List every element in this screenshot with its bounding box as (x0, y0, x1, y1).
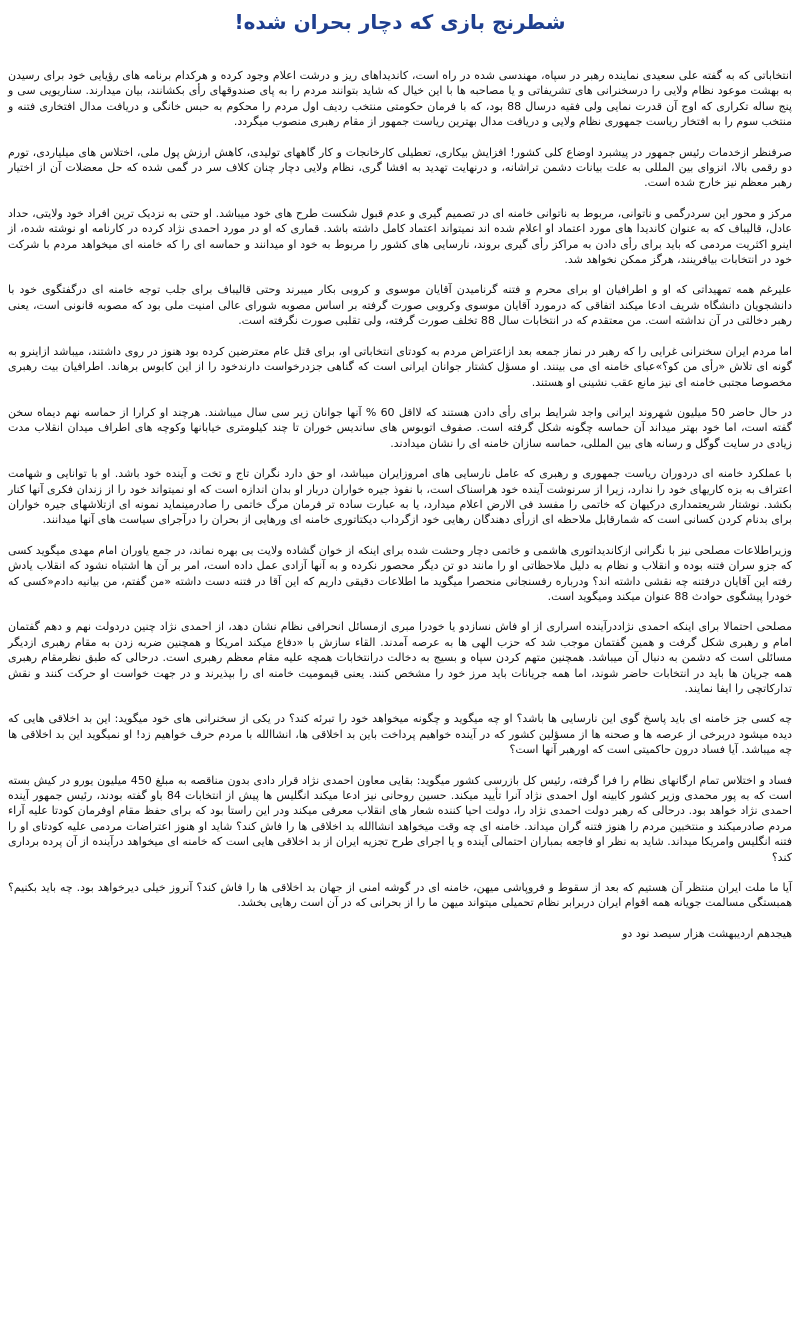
paragraph-8: وزیراطلاعات مصلحی نیز با نگرانی ازکاندیداتوری هاشمی و خاتمی دچار وحشت شده برای اینکه از خوان گشاده ولایت بی بهره نماند، در جمع یاوران امام مهدی میگوید کسی که جزو سران فتنه بوده و انقلاب و نظام به دلیل ملاحظاتی او را مانند دو تن دیگر محصور نکرده و به آنها آزادی عمل داده است، امر بر آن ها اشتباه نشود که انقلاب یادش رفته این آقایان درفتنه چه نقشی داشته اند؟ ودرباره رفسنجانی منحصرا میگوید ما اطلاعات دقیقی داریم که این آقا در فتنه دست داشته «من گفتم، من بیانیه دادم«کسی که خودرا پیشگوی حوادث 88 عنوان میکند ومیگوید است. (8, 543, 792, 603)
paragraph-11: فساد و اختلاس تمام ارگانهای نظام را فرا گرفته، رئیس کل بازرسی کشور میگوید: بقایی معاون احمدی نژاد قرار دادی بدون مناقصه به مبلغ 450 میلیون یورو در کیش بسته است که به پور محمدی وزیر کشور کابینه اول احمدی نژاد آنرا تأیید میکند. حسین روحانی نیز ادعا میکند انگلیس ها پیش از انتخابات 84 باو گفته بودند، رئیس جمهور آینده احمدی نژاد خواهد بود. درحالی که رهبر دولت احمدی نژاد را، دولت احیا کننده شعار های انقلاب معرفی میکند ودر این راستا بود که برای حفظ مقام اوفرمان کودتا علیه آراء مردم صادرمیکند و منتخبین مردم را هنوز فتنه گران میداند. خامنه ای چه وقت میخواهد انشاالله بد اخلاقی ها را فاش کند؟ شاید او هنوز اعتراضات مردمی علیه کودتای او را فتنه انگلیس وامریکا میداند. شاید به نظر او فاجعه بمباران احتمالی آینده و یا اجرای طرح تجزیه ایران از بد اخلاقی هایی است که خامنه ای میخواهد درآینده از آن پرده برداری کند؟ (8, 773, 792, 864)
article-date-signature: هیجدهم اردیبهشت هزار سیصد نود دو (622, 926, 792, 940)
paragraph-9: مصلحی احتمالا برای اینکه احمدی نژاددرآینده اسراری از او فاش نسازدو یا خودرا مبری ازمسائل انحرافی نظام نشان دهد، از احمدی نژاد چنین دردولت نهم و دهم گفتمان امام و رهبری شکل گرفت و همین گفتمان موجب شد که حزب الهی ها به عرصه آمدند. القاء سازش با «دفاع میکند امریکا و همچنین ضربه زدن به مقام رهبری ازدیگر مسائلی است که دشمن به دنبال آن میباشد. همچنین متهم کردن سپاه و بسیج به دخالت درانتخابات همچه علیه مقام معظم رهبری است. درحالی که طبق نظرمقام رهبری همه جریان ها باید در انتخابات حاضر شوند، اما همه جریانات باید مرز خود را مشخص کنند. یعنی قیمومیت خامنه ای را بپذیرند و در جهت خواست او حرکت کنند و نقش تدارکاتچی را ایفا نمایند. (8, 620, 792, 695)
paragraph-2: صرفنظر ازخدمات رئیس جمهور در پیشبرد اوضاع کلی کشور! افزایش بیکاری، تعطیلی کارخانجات و کار گاههای تولیدی، کاهش ارزش پول ملی، اختلاس های میلیاردی، تورم دو رقمی بالا، انزوای بین المللی به علت بیانات دشمن تراشانه، و درنهایت تهدید به افشا گری، نظام ولایی دچار چنان کلاف سر در گمی شده که حل معضلات آن از اختیار رهبر معظم نیز خارج شده است. (8, 145, 792, 190)
paragraph-5: اما مردم ایران سخنرانی غرایی را که رهبر در نماز جمعه بعد ازاعتراض مردم به کودتای انتخاباتی او، برای قتل عام معترضین کرده بود هنوز در روی داشتند، میباشد ازاینرو به گونه ای تلاش «رأی من کو؟»عبای خامنه ای می بینند. او مسؤل کشتار جوانان ایرانی است که گناهی جزدرخواست دارندخود را از این کابوس برهاند. اطرافیان بیت رهبری مخصوصا مجتبی خامنه ای نیز مانع عقب نشینی او هستند. (8, 344, 792, 389)
paragraph-4: علیرغم همه تمهیداتی که او و اطرافیان او برای محرم و فتنه گرنامیدن آقایان موسوی و کروبی بکار میبرند وحتی قالیباف برای جلب توجه خامنه ای درگفتگوی خود با دانشجویان دانشگاه شریف ادعا میکند اتفاقی که درمورد آقایان موسوی وکروبی صورت گرفته بر اساس مصوبه شورای عالی امنیت ملی بود که مصوبه قانونی است، یعنی رهبر دخالتی در آن نداشته است. من معتقدم که در انتخابات سال 88 تخلف صورت گرفته، ولی تقلبی صورت نگرفته است. (8, 283, 792, 328)
paragraph-7: با عملکرد خامنه ای دردوران ریاست جمهوری و رهبری که عامل نارسایی های امروزایران میباشد، او حق دارد نگران تاج و تخت و آینده خود باشد. او با توانایی و شهامت اعتراف به بزه کاریهای خود را ندارد، زیرا از سرنوشت آینده خود هراسناک است، با نفوذ جیره خواران دربار او بدان اندازه است که او نمیتواند خود را از زندان فکری آنها کنار بکشد. نوشتار شریعتمداری درکیهان که خاتمی را مفسد فی الارض اعلام میدارد، یا به عبارت ساده تر فرمان مرگ خاتمی را صادرمینماید نمونه ای ازتلاشهای جیره خواران برای بدنام کردن کسانی است که شمارقابل ملاحظه ای ازرأی دهندگان رهایی خود ازگرداب دیکتاتوری خامنه ای ورهایی از بحران را درآجرای سیاست های آنها میدانند. (8, 467, 792, 527)
article-body (8, 68, 792, 941)
paragraph-10: چه کسی جز خامنه ای باید پاسخ گوی این نارسایی ها باشد؟ او چه میگوید و چگونه میخواهد خود را تبرئه کند؟ در یکی از سخنرانی های خود میگوید: این بد اخلاقی هایی که دیده میشود دربرخی از عرصه ها و صحنه ها از مسؤلین کشور که در آینده خواهیم پرداخت باین بد اخلاقی ها، انشاالله با مردم حرف خواهیم زد! او نمیگوید این بد اخلاقی ها چه میباشد. آیا فساد درون حاکمیتی است که اورهبر آنها است؟ (8, 712, 792, 757)
article-title: شطرنج بازی که دچار بحران شده! (234, 10, 566, 34)
paragraph-1: انتخاباتی که به گفته علی سعیدی نماینده رهبر در سپاه، مهندسی شده در راه است، کاندیداهای ریز و درشت اعلام وجود کرده و هرکدام برنامه های رؤیایی خود برای رسیدن به بهشت موعود نظام ولایی را درسخنرانی های تشریفاتی و یا مصاحبه ها با این خیال که شاید بتوانند مردم را به پای صندوقهای رأی بکشانند، بیان میدارند. سناریویی سی و پنج ساله تکراری که اوج آن قدرت نمایی ولی فقیه درسال 88 بود، که با فرمان حکومتی منتخب ردیف اول مردم را محکوم به حبس خانگی و دریافت مدال افتخاری فتنه و منتخب سوم را به افتخار ریاست جمهوری نظام ولایی و دریافت مدال بهترین ریاست جمهور از مقام رهبری منصوب میگردد. (8, 69, 792, 129)
paragraph-12: آیا ما ملت ایران منتظر آن هستیم که بعد از سقوط و فروپاشی میهن، خامنه ای در گوشه امنی از جهان بد اخلاقی ها را فاش کند؟ آنروز خیلی دیرخواهد بود. چه باید بکنیم؟ همبستگی مسالمت جویانه همه اقوام ایران دربرابر نظام تحمیلی میتواند میهن ما را از بحرانی که در آن است رهایی بخشد. (8, 881, 792, 910)
paragraph-3: مرکز و محور این سردرگمی و ناتوانی، مربوط به ناتوانی خامنه ای در تصمیم گیری و عدم قبول شکست طرح های خود میباشد. او حتی به نزدیک ترین افراد خود ولایتی، حداد عادل، قالیباف که به عنوان کاندیدا های مورد اعتماد او اعلام شده اند نمیتواند اعتماد کامل داشته باشد. قماری که او در مورد احمدی نژاد کرده در کارنامه او نوشته شده، از اینرو اکثریت مردمی که باید برای رأی دادن به مراکز رأی گیری بروند، نارسایی های کشور را مربوط به خود او میدانند و حماسه ای را که خامنه ای میخواهد مردم با شرکت خود در انتخابات بیافرینند، هرگز ممکن نخواهد شد. (8, 206, 792, 267)
paragraph-6: در حال حاضر 50 میلیون شهروند ایرانی واجد شرایط برای رأی دادن هستند که لااقل 60 % آنها جوانان زیر سی سال میباشند. هرچند او کرارا از حماسه نهم دیماه سخن گفته است، اما خود بهتر میداند آن حماسه چگونه شکل گرفته است. صفوف اتوبوس های سانديس خوران تا چند کیلومتری خیابانها وکوچه های اطراف میدان انقلاب مدت زیادی در سایت گوگل و رسانه های بین المللی، حماسه سازان خامنه ای را نشان میدادند. (8, 405, 793, 450)
